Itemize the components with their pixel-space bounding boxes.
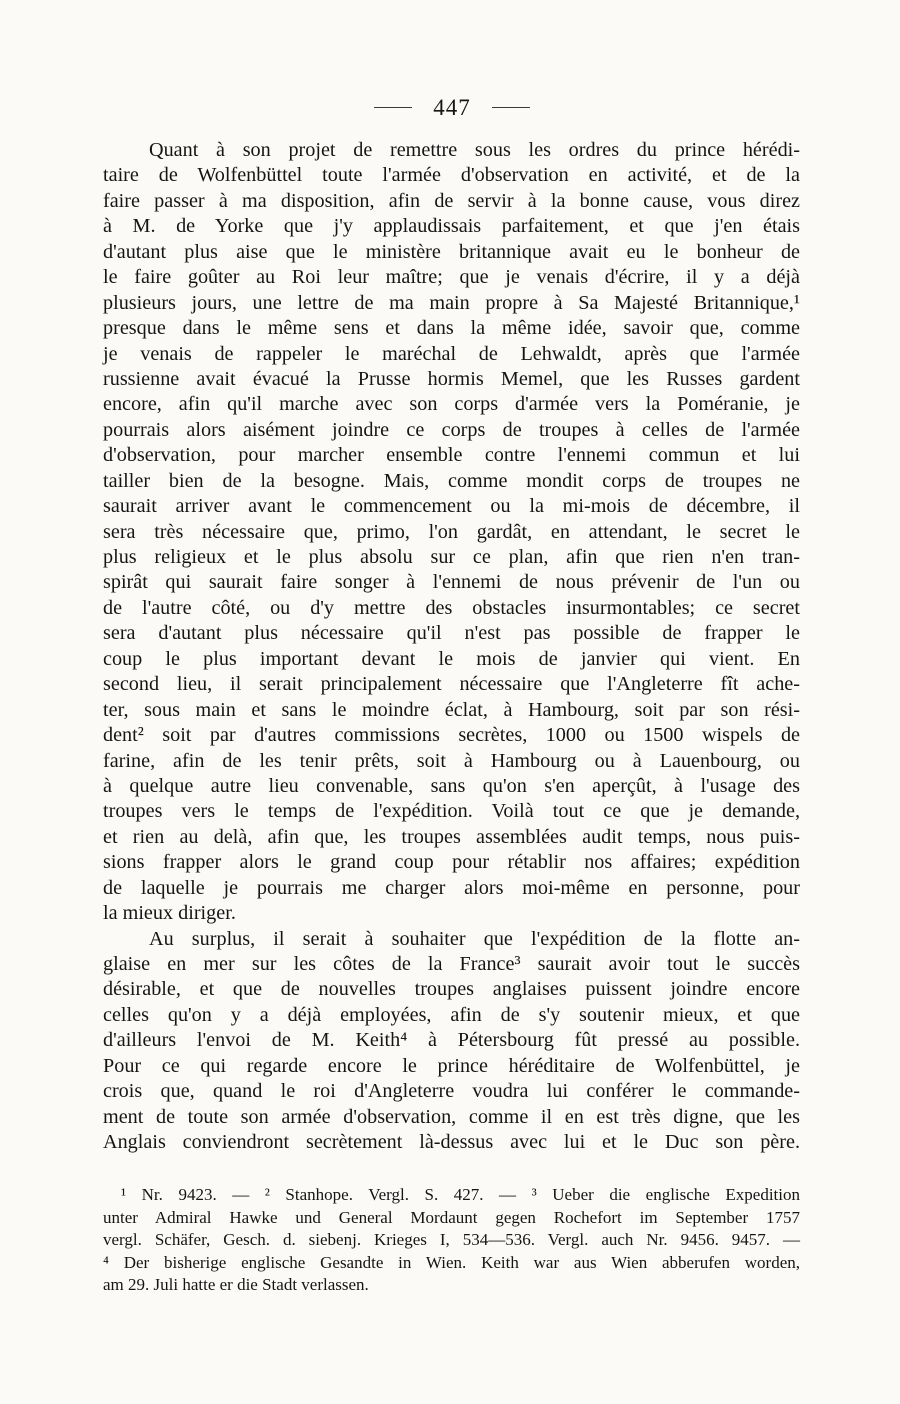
text-line: Au surplus, il serait à souhaiter que l'expédition de la flotte an- (149, 927, 800, 950)
footnote-line: ¹ Nr. 9423. — ² Stanhope. Vergl. S. 427. — ³ Ueber die englische Expedition (121, 1185, 800, 1204)
main-text (103, 138, 800, 1156)
text-line: le faire goûter au Roi leur maître; que je venais d'écrire, il y a déjà (103, 266, 800, 289)
text-line: russienne avait évacué la Prusse hormis Memel, que les Russes gardent (103, 367, 800, 390)
text-line: encore, afin qu'il marche avec son corps d'armée vers la Poméranie, je (103, 393, 800, 416)
text-line: crois que, quand le roi d'Angleterre voudra lui conférer le commande- (103, 1080, 800, 1103)
text-line: sera très nécessaire que, primo, l'on gardât, en attendant, le secret le (103, 520, 800, 543)
footnote-line: unter Admiral Hawke und General Mordaunt gegen Rochefort im September 1757 (103, 1207, 800, 1227)
text-line: Quant à son projet de remettre sous les ordres du prince hérédi- (149, 139, 800, 161)
header-rule-left (374, 107, 412, 108)
text-line: saurait arriver avant le commencement ou la mi-mois de décembre, il (103, 495, 800, 518)
text-line: troupes vers le temps de l'expédition. Voilà tout ce que je demande, (103, 800, 800, 823)
text-line: plus religieux et le plus absolu sur ce plan, afin que rien n'en tran- (103, 546, 800, 568)
text-line: second lieu, il serait principalement nécessaire que l'Angleterre fît ache- (103, 673, 800, 696)
text-line: et rien au delà, afin que, les troupes assemblées audit temps, nous puis- (103, 825, 800, 848)
text-line: ment de toute son armée d'observation, comme il en est très digne, que les (103, 1105, 800, 1128)
text-line: sions frapper alors le grand coup pour rétablir nos affaires; expédition (103, 851, 800, 874)
text-line: sera d'autant plus nécessaire qu'il n'est pas possible de frapper le (103, 622, 800, 645)
text-line: taire de Wolfenbüttel toute l'armée d'observation en activité, et de la (103, 164, 800, 187)
text-line: faire passer à ma disposition, afin de servir à la bonne cause, vous direz (103, 189, 800, 212)
text-line: presque dans le même sens et dans la même idée, savoir que, comme (103, 317, 800, 340)
text-line: Anglais conviendront secrètement là-dessus avec lui et le Duc son père. (103, 1131, 800, 1154)
footnote-line: vergl. Schäfer, Gesch. d. siebenj. Krieges I, 534—536. Vergl. auch Nr. 9456. 9457. — (103, 1230, 800, 1250)
text-line: Pour ce qui regarde encore le prince héréditaire de Wolfenbüttel, je (103, 1054, 800, 1077)
text-line: d'ailleurs l'envoi de M. Keith⁴ à Pétersbourg fût pressé au possible. (103, 1029, 800, 1052)
text-line: spirât qui saurait faire songer à l'ennemi de nous prévenir de l'un ou (103, 571, 800, 594)
text-line: d'observation, pour marcher ensemble contre l'ennemi commun et lui (103, 444, 800, 467)
footnotes (103, 1184, 800, 1297)
text-line: la mieux diriger. (103, 902, 236, 925)
text-line: plusieurs jours, une lettre de ma main propre à Sa Majesté Britannique,¹ (103, 291, 800, 314)
text-line: à quelque autre lieu convenable, sans qu'on s'en aperçût, à l'usage des (103, 774, 800, 797)
page-header (0, 94, 900, 124)
text-line: de l'autre côté, ou d'y mettre des obstacles insurmontables; ce secret (103, 596, 800, 619)
text-line: à M. de Yorke que j'y applaudissais parfaitement, et que j'en étais (103, 215, 800, 238)
text-line: celles qu'on y a déjà employées, afin de s'y soutenir mieux, et que (103, 1003, 800, 1026)
text-line: pourrais alors aisément joindre ce corps de troupes à celles de l'armée (103, 418, 800, 441)
text-line: glaise en mer sur les côtes de la France³ saurait avoir tout le succès (103, 953, 800, 975)
text-line: je venais de rappeler le maréchal de Lehwaldt, après que l'armée (103, 342, 800, 365)
footnote-line: am 29. Juli hatte er die Stadt verlassen. (103, 1275, 369, 1295)
text-line: désirable, et que de nouvelles troupes anglaises puissent joindre encore (103, 978, 800, 1001)
text-line: dent² soit par d'autres commissions secrètes, 1000 ou 1500 wispels de (103, 724, 800, 747)
text-line: de laquelle je pourrais me charger alors moi-même en personne, pour (103, 876, 800, 899)
text-line: d'autant plus aise que le ministère britannique avait eu le bonheur de (103, 240, 800, 263)
text-line: coup le plus important devant le mois de janvier qui vient. En (103, 647, 800, 670)
footnote-line: ⁴ Der bisherige englische Gesandte in Wien. Keith war aus Wien abberufen worden, (103, 1252, 800, 1272)
text-line: ter, sous main et sans le moindre éclat, à Hambourg, soit par son rési- (103, 698, 800, 721)
text-line: tailler bien de la besogne. Mais, comme mondit corps de troupes ne (103, 469, 800, 492)
text-line: farine, afin de les tenir prêts, soit à Hambourg ou à Lauenbourg, ou (103, 749, 800, 772)
header-rule-right (492, 107, 530, 108)
page-number: 447 (433, 95, 471, 120)
